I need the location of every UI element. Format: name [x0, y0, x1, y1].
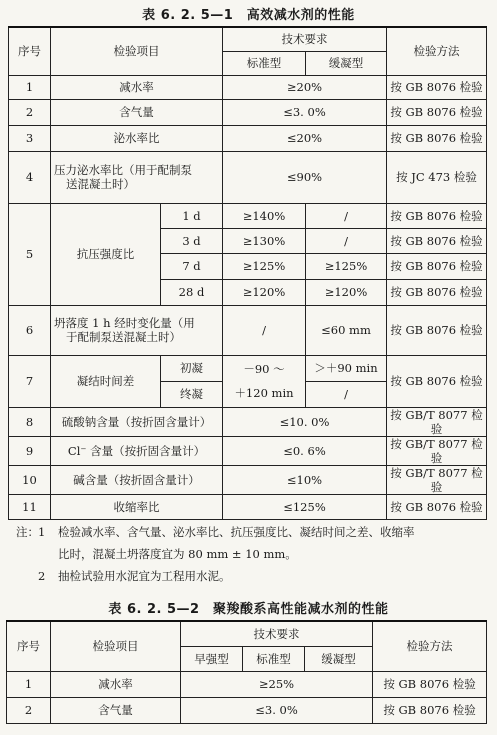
table-row: [9, 465, 487, 494]
table2: [6, 620, 487, 724]
row-method: 按 GB 8076 检验: [373, 697, 487, 723]
table1-notes: [16, 521, 486, 587]
row-seq: 7: [9, 355, 51, 407]
row-method: 按 GB 8076 检验: [387, 75, 487, 99]
header-early: 早强型: [181, 646, 243, 671]
row-seq: 10: [9, 465, 51, 494]
row-method: 按 GB 8076 检验: [387, 203, 487, 228]
row-req: ≤125%: [223, 494, 387, 519]
row-seq: 2: [9, 99, 51, 125]
table-row: [9, 151, 487, 203]
note-number: 1: [38, 525, 46, 539]
header-slow: 缓凝型: [306, 51, 387, 75]
row-slow: ≥125%: [306, 253, 387, 279]
row-req: ≤20%: [223, 125, 387, 151]
table-row: [9, 436, 487, 465]
row-age: 1 d: [161, 203, 223, 228]
row-final: 终凝: [161, 381, 223, 407]
table-row: [9, 203, 487, 228]
note-number: 2: [38, 569, 46, 583]
row-std: ≥130%: [223, 228, 306, 253]
row-method: 按 GB 8076 检验: [387, 355, 487, 407]
table2-title: 表 6. 2. 5—2 聚羧酸系高性能减水剂的性能: [108, 602, 389, 617]
row-slow: /: [306, 381, 387, 407]
row-seq: 6: [9, 305, 51, 355]
row-item: 碱含量（按折固含量计）: [51, 465, 223, 494]
row-item: 凝结时间差: [51, 355, 161, 407]
row-method: 按 JC 473 检验: [387, 151, 487, 203]
row-age: 7 d: [161, 253, 223, 279]
row-item: 含气量: [51, 697, 181, 723]
row-method: 按 GB 8076 检验: [387, 494, 487, 519]
table-row: [9, 305, 487, 355]
row-method: 按 GB 8076 检验: [387, 125, 487, 151]
row-method: 按 GB/T 8077 检验: [387, 465, 487, 494]
row-item: [51, 151, 223, 203]
row-seq: 5: [9, 203, 51, 305]
row-req: ≤0. 6%: [223, 436, 387, 465]
table-row: [9, 407, 487, 436]
row-item: 减水率: [51, 671, 181, 697]
row-method: 按 GB 8076 检验: [387, 99, 487, 125]
row-item: 收缩率比: [51, 494, 223, 519]
header-slow: 缓凝型: [305, 646, 373, 671]
row-method: 按 GB 8076 检验: [387, 228, 487, 253]
row-seq: 1: [9, 75, 51, 99]
row-age: 28 d: [161, 279, 223, 305]
header-method: 检验方法: [387, 27, 487, 75]
row-method: 按 GB 8076 检验: [387, 279, 487, 305]
row-item: 减水率: [51, 75, 223, 99]
row-slow: /: [306, 228, 387, 253]
row-std: /: [223, 305, 306, 355]
row-item-line: 于配制泵送混凝土时）: [66, 330, 181, 344]
row-item-line: 压力泌水率比（用于配制泵: [54, 163, 192, 177]
table-row: [7, 697, 487, 723]
row-age: 3 d: [161, 228, 223, 253]
row-std-line: －90 ～: [243, 362, 285, 376]
row-seq: 2: [7, 697, 51, 723]
row-std: ≥120%: [223, 279, 306, 305]
table1-title: 表 6. 2. 5—1 高效减水剂的性能: [142, 8, 355, 23]
table1: [8, 26, 487, 520]
row-seq: 3: [9, 125, 51, 151]
row-item: 泌水率比: [51, 125, 223, 151]
header-item: 检验项目: [51, 621, 181, 671]
header-seq: 序号: [7, 621, 51, 671]
row-item-line: 送混凝土时）: [66, 177, 135, 191]
header-req: 技术要求: [181, 621, 373, 646]
table-row: [9, 75, 487, 99]
row-method: 按 GB/T 8077 检验: [387, 436, 487, 465]
table-row: [9, 494, 487, 519]
row-req: ≤90%: [223, 151, 387, 203]
row-seq: 4: [9, 151, 51, 203]
row-slow: ≤60 mm: [306, 305, 387, 355]
header-item: 检验项目: [51, 27, 223, 75]
table-row: [9, 355, 487, 381]
note-text: 抽检试验用水泥宜为工程用水泥。: [58, 569, 231, 583]
row-seq: 9: [9, 436, 51, 465]
row-item: [51, 305, 223, 355]
row-item: 硫酸钠含量（按折固含量计）: [51, 407, 223, 436]
header-std: 标准型: [243, 646, 305, 671]
row-slow: ≥120%: [306, 279, 387, 305]
row-method: 按 GB 8076 检验: [387, 253, 487, 279]
row-req: ≥25%: [181, 671, 373, 697]
row-req: ≥20%: [223, 75, 387, 99]
header-req: 技术要求: [223, 27, 387, 51]
note-text: 检验减水率、含气量、泌水率比、抗压强度比、凝结时间之差、收缩率: [58, 525, 415, 539]
row-slow: /: [306, 203, 387, 228]
header-seq: 序号: [9, 27, 51, 75]
row-std: ≥140%: [223, 203, 306, 228]
row-slow: ＞＋90 min: [306, 355, 387, 381]
row-item: Cl⁻ 含量（按折固含量计）: [51, 436, 223, 465]
row-initial: 初凝: [161, 355, 223, 381]
table-row: [9, 125, 487, 151]
row-item: 抗压强度比: [51, 203, 161, 305]
row-seq: 11: [9, 494, 51, 519]
row-req: ≤10%: [223, 465, 387, 494]
table-row: [9, 99, 487, 125]
row-item: 含气量: [51, 99, 223, 125]
table-row: [7, 671, 487, 697]
notes-label: 注：: [16, 525, 39, 539]
row-req: ≤3. 0%: [223, 99, 387, 125]
row-method: 按 GB/T 8077 检验: [387, 407, 487, 436]
row-method: 按 GB 8076 检验: [387, 305, 487, 355]
header-std: 标准型: [223, 51, 306, 75]
row-std-line: ＋120 min: [234, 386, 294, 400]
row-std: [223, 355, 306, 407]
row-seq: 1: [7, 671, 51, 697]
header-method: 检验方法: [373, 621, 487, 671]
row-seq: 8: [9, 407, 51, 436]
row-item-line: 坍落度 1 h 经时变化量（用: [54, 316, 195, 330]
row-req: ≤3. 0%: [181, 697, 373, 723]
row-std: ≥125%: [223, 253, 306, 279]
row-method: 按 GB 8076 检验: [373, 671, 487, 697]
row-req: ≤10. 0%: [223, 407, 387, 436]
note-text: 比时，混凝土坍落度宜为 80 mm ± 10 mm。: [58, 547, 297, 561]
